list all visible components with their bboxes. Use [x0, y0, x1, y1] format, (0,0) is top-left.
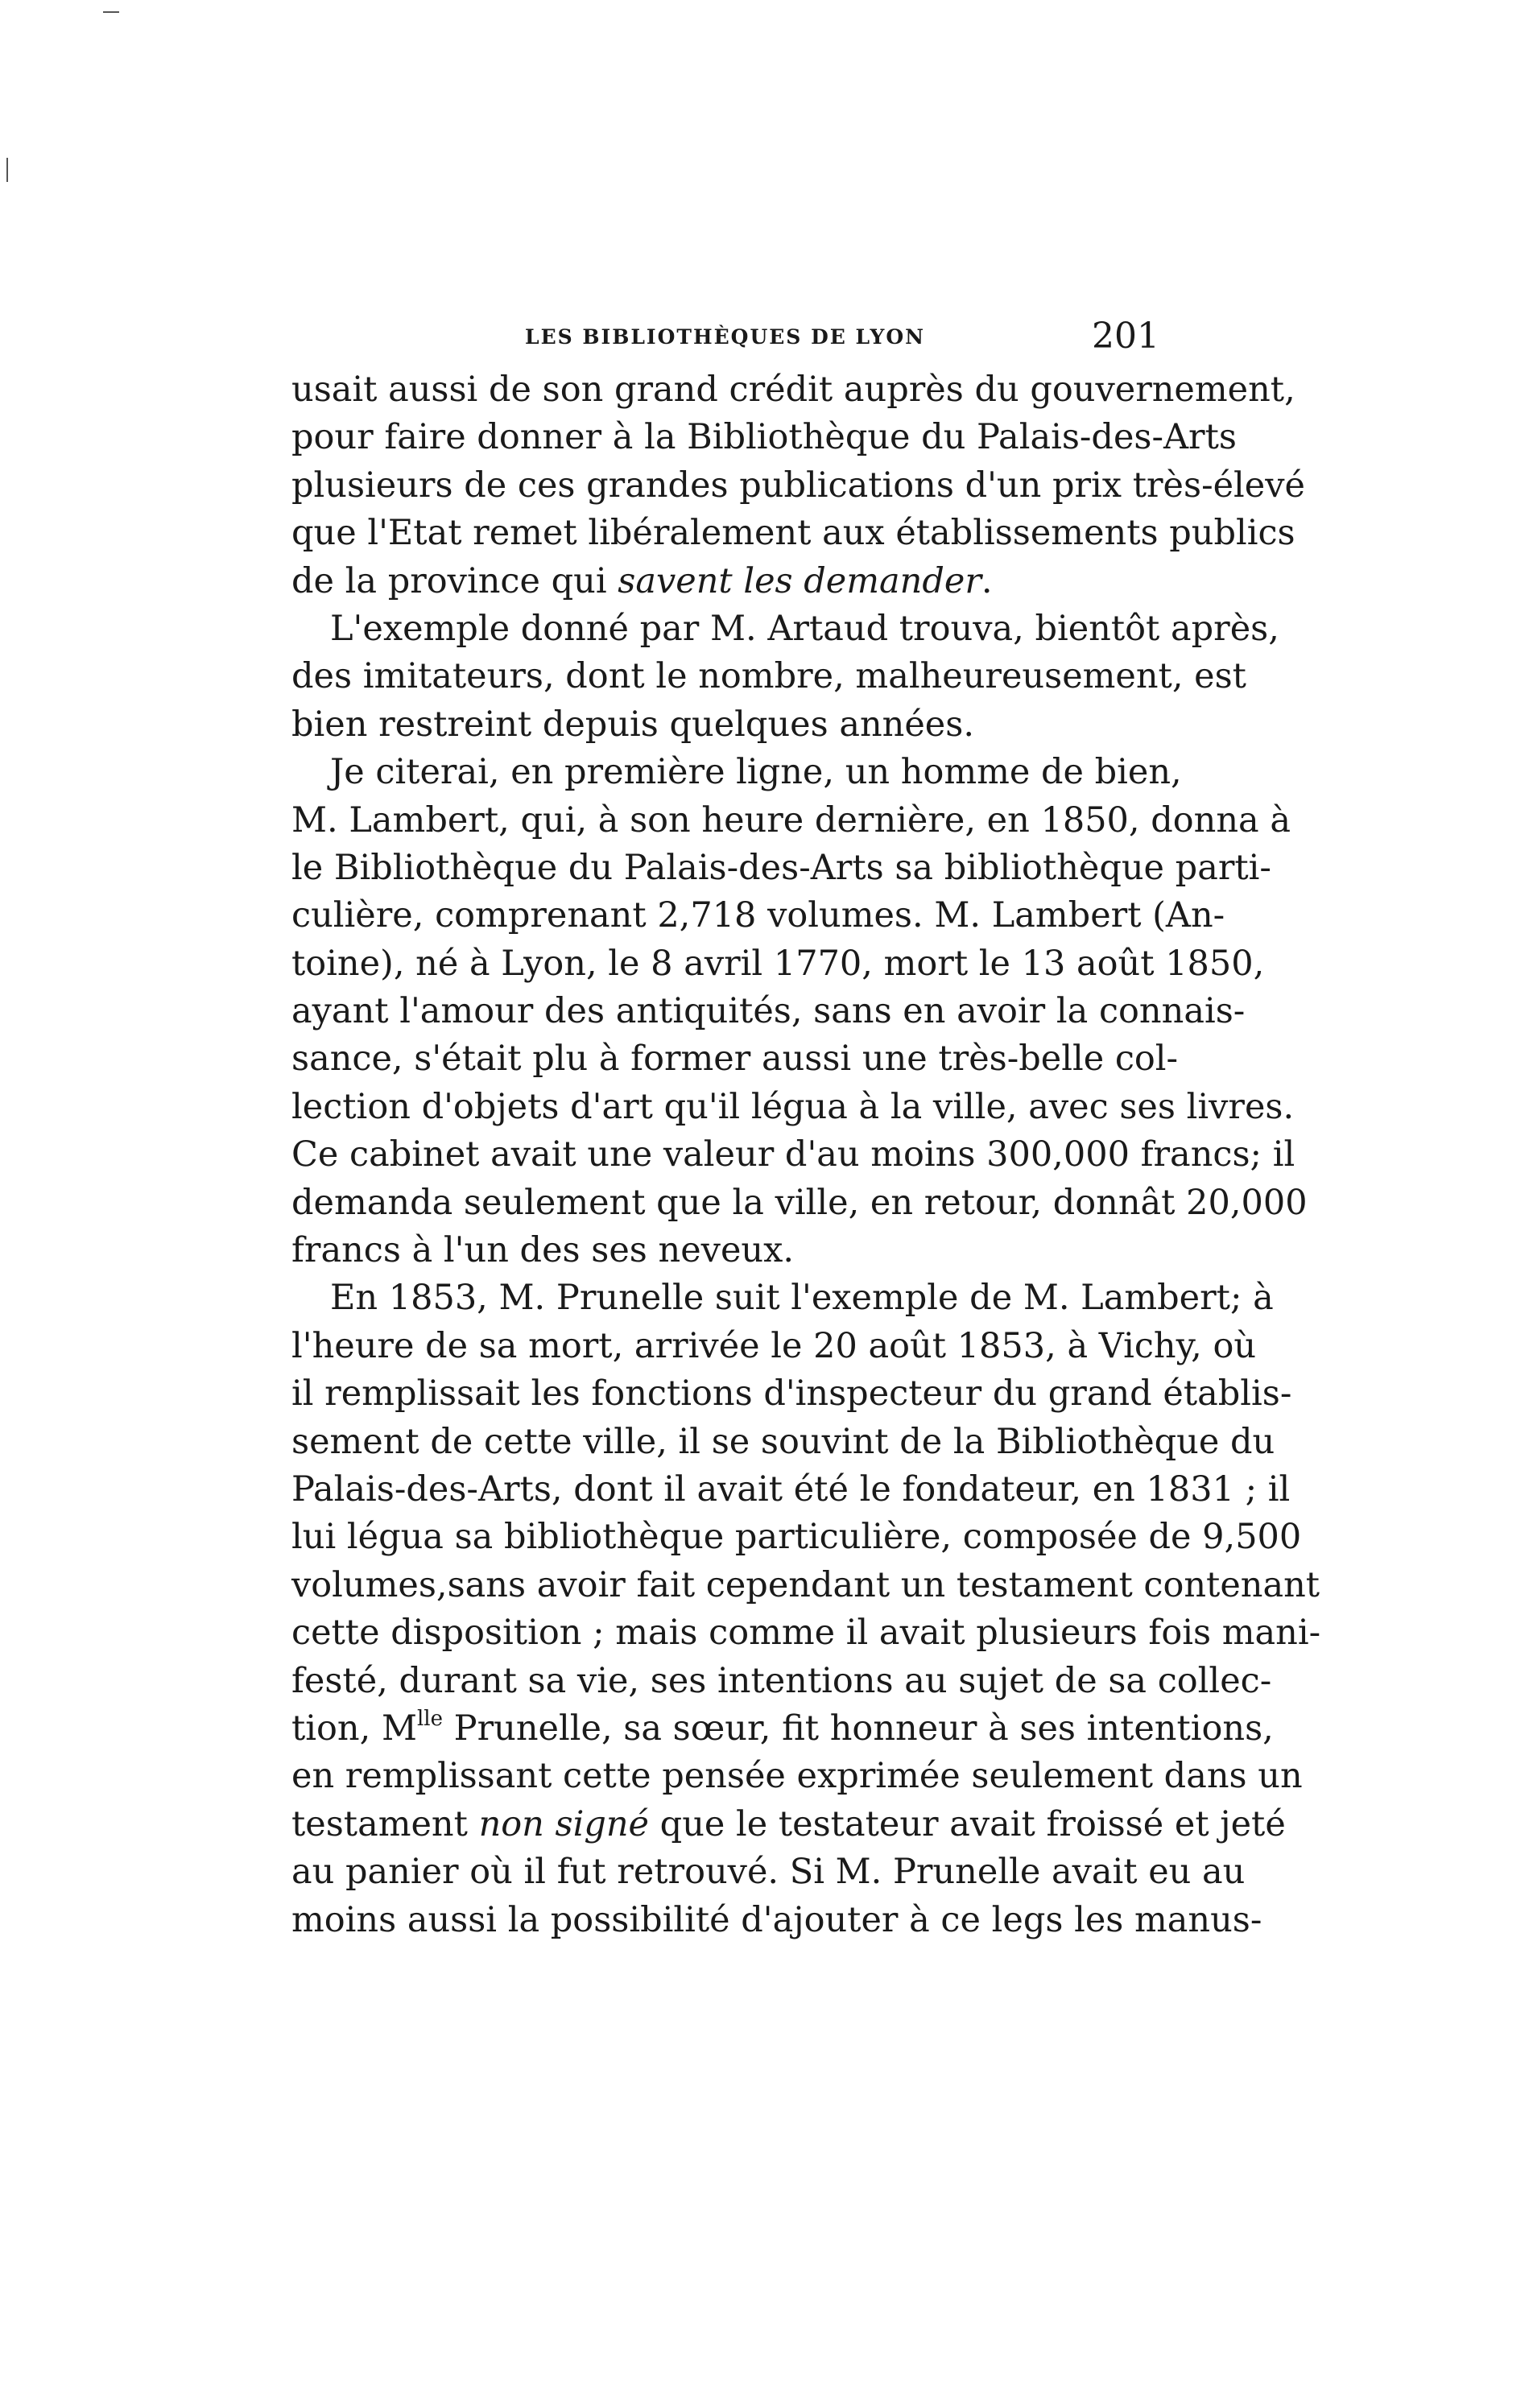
page-number: 201 — [1092, 316, 1159, 357]
text-line: sance, s'était plu à former aussi une très-belle col- — [291, 1039, 1179, 1080]
text-line: cette disposition ; mais comme il avait plusieurs fois mani- — [291, 1613, 1321, 1654]
margin-mark — [103, 11, 119, 13]
superscript: lle — [416, 1706, 444, 1731]
text-line: En 1853, M. Prunelle suit l'exemple de M. Lambert; à — [330, 1278, 1274, 1319]
margin-mark — [6, 158, 8, 182]
text-line: l'heure de sa mort, arrivée le 20 août 1853, à Vichy, où — [291, 1325, 1257, 1366]
text-line: de la province qui savent les demander. — [291, 560, 993, 601]
body-text — [291, 366, 1321, 1944]
text-line: toine), né à Lyon, le 8 avril 1770, mort le 13 août 1850, — [291, 943, 1265, 984]
text-line: le Bibliothèque du Palais-des-Arts sa bibliothèque parti- — [291, 847, 1271, 888]
running-head — [291, 314, 1159, 362]
text-line: testament non signé que le testateur avait froissé et jeté — [291, 1803, 1286, 1844]
text-line: plusieurs de ces grandes publications d'un prix très-élevé — [291, 465, 1305, 506]
text-line: M. Lambert, qui, à son heure dernière, en 1850, donna à — [291, 799, 1291, 841]
text-line: pour faire donner à la Bibliothèque du Palais-des-Arts — [291, 417, 1237, 458]
text-line: en remplissant cette pensée exprimée seulement dans un — [291, 1756, 1303, 1797]
text-line: volumes,sans avoir fait cependant un testament contenant — [291, 1564, 1320, 1605]
text-line: culière, comprenant 2,718 volumes. M. Lambert (An- — [291, 895, 1225, 936]
text-line: usait aussi de son grand crédit auprès du gouvernement, — [291, 370, 1295, 410]
text-line: lui légua sa bibliothèque particulière, composée de 9,500 — [291, 1517, 1302, 1558]
text-line: L'exemple donné par M. Artaud trouva, bientôt après, — [330, 608, 1279, 649]
italic-phrase: savent les demander — [618, 560, 981, 601]
text-line: il remplissait les fonctions d'inspecteur du grand établis- — [291, 1373, 1292, 1415]
text-line: demanda seulement que la ville, en retour, donnât 20,000 — [291, 1182, 1308, 1223]
text-line: que l'Etat remet libéralement aux établissements publics — [291, 513, 1295, 554]
text-line: bien restreint depuis quelques années. — [291, 704, 974, 745]
text-line: Palais-des-Arts, dont il avait été le fondateur, en 1831 ; il — [291, 1468, 1291, 1510]
text-line: Je citerai, en première ligne, un homme de bien, — [330, 752, 1182, 793]
text-line: Ce cabinet avait une valeur d'au moins 300,000 francs; il — [291, 1134, 1295, 1175]
text-line: lection d'objets d'art qu'il légua à la ville, avec ses livres. — [291, 1086, 1295, 1127]
text-line: moins aussi la possibilité d'ajouter à ce legs les manus- — [291, 1899, 1262, 1940]
text-line: des imitateurs, dont le nombre, malheureusement, est — [291, 656, 1246, 697]
text-line: au panier où il fut retrouvé. Si M. Prunelle avait eu au — [291, 1852, 1246, 1893]
running-title: LES BIBLIOTHÈQUES DE LYON — [525, 325, 925, 349]
text-line: ayant l'amour des antiquités, sans en avoir la connais- — [291, 991, 1246, 1032]
italic-phrase: non signé — [478, 1803, 650, 1844]
text-line: sement de cette ville, il se souvint de la Bibliothèque du — [291, 1421, 1275, 1462]
text-line: francs à l'un des ses neveux. — [291, 1230, 795, 1271]
text-line: tion, $M^{lle}$ Prunelle, sa sœur, fit honneur à ses intentions, — [291, 1706, 1274, 1749]
text-line: festé, durant sa vie, ses intentions au sujet de sa collec- — [291, 1660, 1272, 1701]
